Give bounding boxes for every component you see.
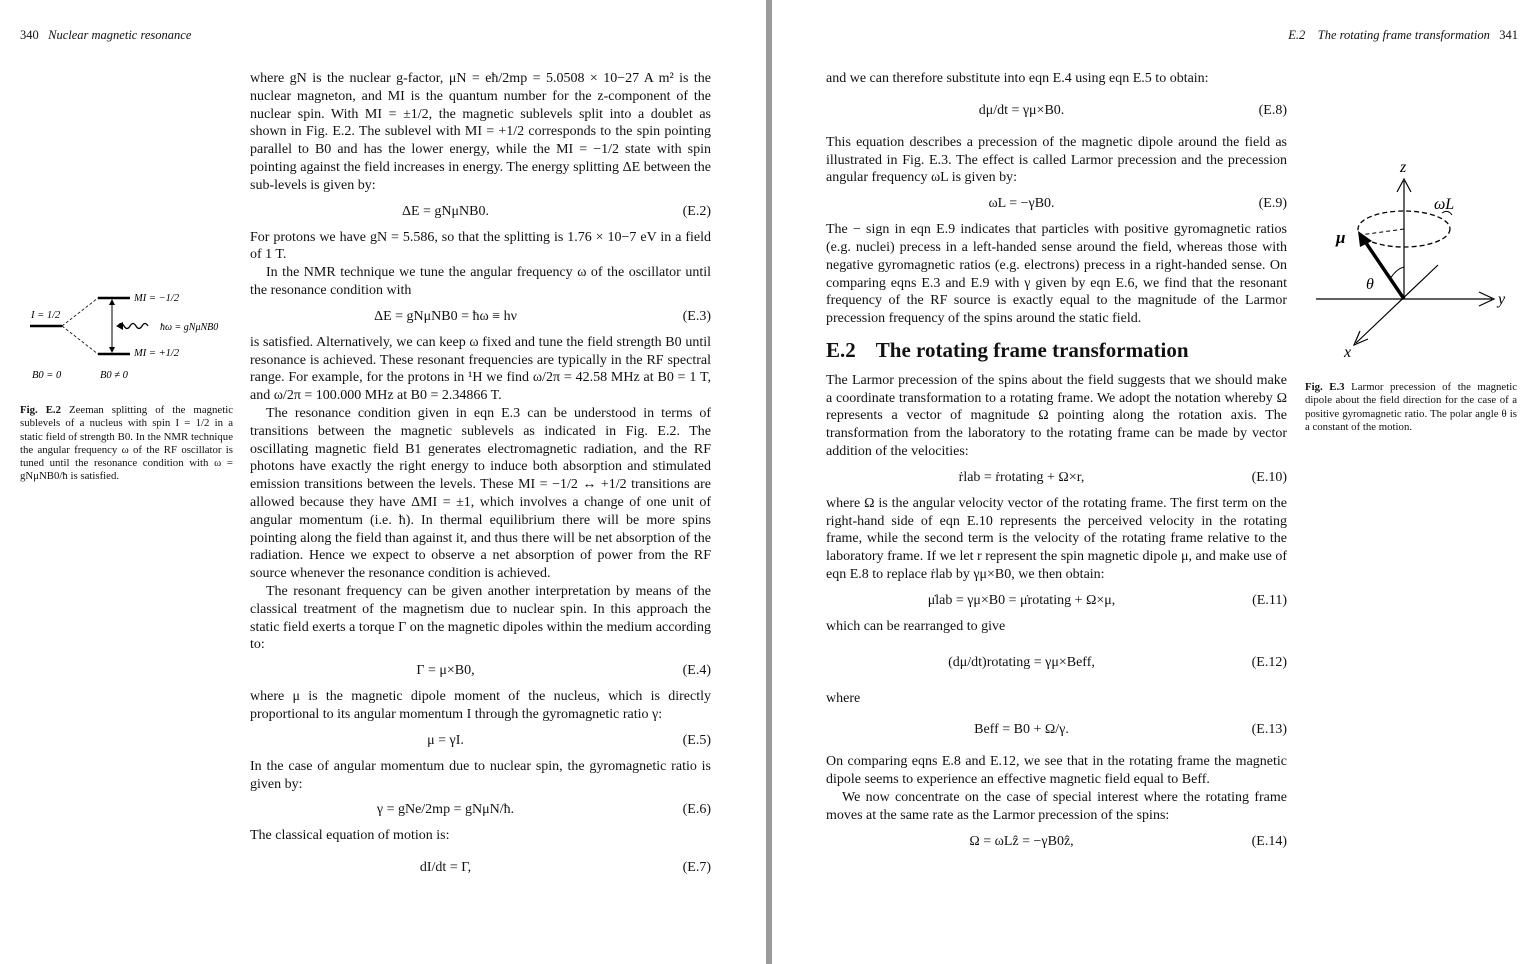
- equation-e7: dI/dt = Γ, (E.7): [419, 860, 711, 876]
- paragraph: The Larmor precession of the spins about the field suggests that we should make a coordinate transformation to a rotating frame. We adopt the notation whereby Ω represents a vector of magnitude Ω pointing along the rotation axis. The transformation from the laboratory to the rotating frame can be made by vector addition of the velocities:: [826, 372, 1287, 459]
- paragraph: and we can therefore substitute into eqn E.4 using eqn E.5 to obtain:: [826, 71, 1209, 86]
- equation-e12: (dμ/dt)rotating = γμ×Beff, (E.12): [948, 654, 1287, 670]
- paragraph: The resonance condition given in eqn E.3 can be understood in terms of transitions between the magnetic sublevels as indicated in Fig. E.2. The oscillating magnetic field B1 generates electromagnetic radiation, and the RF photons have exactly the right energy to induce both absorption and stimulated emission transitions between the levels. These MI = −1/2 ↔ +1/2 transitions are allowed because they have ΔMI = ±1, which involves a change of one unit of angular momentum (i.e. ħ). In thermal equilibrium there will be more spins pointing along the field than against it, and thus there will be net absorption of the radiation. Hence we expect to observe a net absorption of power from the RF source whenever the resonance condition is achieved.: [250, 405, 711, 582]
- zero-field-label: B0 = 0: [32, 370, 62, 381]
- equation-e9: ωL = −γB0. (E.9): [988, 196, 1287, 212]
- paragraph: where gN is the nuclear g-factor, μN = eħ/2mp = 5.0508 × 10−27 A m² is the nuclear magneton, and MI is the quantum number for the z-component of the nuclear spin. With MI = ±1/2, the magnetic sublevels split into a doublet as shown in Fig. E.2. The sublevel with MI = +1/2 corresponds to the spin pointing parallel to B0 and has the lower energy, while the MI = −1/2 state with spin pointing against the field increases in energy. The energy splitting ΔE between the sub-levels is given by:: [250, 71, 711, 193]
- equation-e4: Γ = μ×B0, (E.4): [416, 663, 711, 679]
- equation-e10: ṙlab = ṙrotating + Ω×r, (E.10): [958, 469, 1287, 485]
- figure-e3-caption-text: Larmor precession of the magnetic dipole about the field direction for the case of a positive gyromagnetic ratio. The polar angle θ is a constant of the motion.: [1305, 381, 1518, 433]
- zeeman-splitting-figure: [26, 286, 236, 386]
- equation-e5: μ = γI. (E.5): [427, 732, 711, 748]
- equation-e14: Ω = ωLẑ = −γB0ẑ, (E.14): [969, 833, 1287, 849]
- paragraph: where: [826, 690, 861, 706]
- omega-label: ωL: [1434, 196, 1455, 213]
- nonzero-field-label: B0 ≠ 0: [100, 370, 128, 381]
- paragraph: where Ω is the angular velocity vector of the rotating frame. The first term on the right-hand side of eqn E.10 represents the perceived velocity in the rotating frame, while the second term is the velocity of the rotating frame relative to the laboratory frame. If we let r represent the spin magnetic dipole μ, and make use of eqn E.8 to replace ṙlab by γμ×B0, we then obtain:: [826, 495, 1287, 582]
- photon-label: ħω = gNμNB0: [160, 322, 219, 333]
- section-heading: [826, 337, 1287, 362]
- paragraph: where μ is the magnetic dipole moment of the nucleus, which is directly proportional to its angular momentum I through the gyromagnetic ratio γ:: [250, 689, 711, 722]
- left-text-column: [250, 70, 711, 891]
- equation-e8: dμ/dt = γμ×B0. (E.8): [978, 102, 1287, 118]
- paragraph: In the NMR technique we tune the angular frequency ω of the oscillator until the resonance condition with: [250, 265, 711, 298]
- y-axis-label: y: [1498, 291, 1506, 308]
- right-page: [772, 0, 1540, 964]
- left-header-title: Nuclear magnetic resonance: [48, 28, 192, 42]
- right-text-column: [826, 70, 1287, 859]
- equation-e11: μ̇lab = γμ×B0 = μ̇rotating + Ω×μ, (E.11): [927, 592, 1287, 608]
- paragraph: This equation describes a precession of the magnetic dipole around the field as illustrated in Fig. E.3. The effect is called Larmor precession and the precession angular frequency ωL is given by:: [826, 134, 1287, 186]
- paragraph: We now concentrate on the case of special interest where the rotating frame moves at the same rate as the Larmor precession of the spins:: [826, 789, 1287, 823]
- figure-e2-caption-text: Zeeman splitting of the magnetic sublevels of a nucleus with spin I = 1/2 in a static field of strength B0. In the NMR technique the angular frequency ω of the RF oscillator is tuned until the resonance condition with ω = gNμNB0/ħ is satisfied.: [20, 404, 233, 483]
- right-page-number: 341: [1499, 28, 1518, 42]
- equation-e3: ΔE = gNμNB0 = ħω ≡ hν (E.3): [374, 308, 711, 324]
- upper-level-label: MI = −1/2: [134, 293, 180, 304]
- spin-label: I = 1/2: [31, 310, 61, 321]
- equation-e6: γ = gNe/2mp = gNμN/ħ. (E.6): [376, 802, 711, 818]
- z-axis-label: z: [1400, 159, 1407, 176]
- lower-level-label: MI = +1/2: [134, 348, 180, 359]
- paragraph: For protons we have gN = 5.586, so that the splitting is 1.76 × 10−7 eV in a field of 1 T.: [250, 229, 711, 263]
- right-header-section: E.2: [1288, 28, 1306, 42]
- figure-e3-caption-label: Fig. E.3: [1305, 381, 1345, 393]
- paragraph: is satisfied. Alternatively, we can keep ω fixed and tune the field strength B0 until resonance is achieved. These resonant frequencies are typically in the RF spectral range. For example, for the protons in ¹H we find ω/2π = 42.58 MHz at B0 = 1 T, and ω/2π = 100.000 MHz at B0 = 2.34866 T.: [250, 334, 711, 404]
- right-running-header: [1288, 28, 1518, 43]
- larmor-precession-figure: [1304, 155, 1524, 365]
- equation-e2: ΔE = gNμNB0. (E.2): [401, 203, 711, 219]
- paragraph: The resonant frequency can be given another interpretation by means of the classical treatment of the magnetism due to nuclear spin. In this approach the static field exerts a torque Γ on the magnetic dipoles within the medium according to:: [250, 583, 712, 653]
- paragraph: In the case of angular momentum due to nuclear spin, the gyromagnetic ratio is given by:: [250, 758, 711, 792]
- figure-e3-caption: [1305, 381, 1517, 434]
- section-number: E.2: [826, 337, 856, 362]
- theta-label: θ: [1366, 276, 1374, 293]
- equation-e13: Beff = B0 + Ω/γ. (E.13): [974, 722, 1287, 738]
- figure-e2-caption: [20, 404, 233, 484]
- left-page-number: 340: [20, 28, 39, 42]
- left-page: [0, 0, 766, 964]
- figure-e2-caption-label: Fig. E.2: [20, 404, 62, 416]
- mu-label: μ: [1336, 228, 1346, 247]
- paragraph: On comparing eqns E.8 and E.12, we see that in the rotating frame the magnetic dipole seems to experience an effective magnetic field equal to Beff.: [826, 754, 1287, 788]
- paragraph: The − sign in eqn E.9 indicates that particles with positive gyromagnetic ratios (e.g. nuclei) precess in a left-handed sense around the field, whereas those with negative gyromagnetic ratios (e.g. electrons) precess in a right-handed sense. On comparing eqns E.3 and E.9 with γ given by eqn E.6, we find that the resonant frequency of the RF source is exactly equal to the magnitude of the Larmor precession frequency of the spins around the static field.: [826, 222, 1287, 327]
- right-header-title: The rotating frame transformation: [1317, 28, 1490, 42]
- left-running-header: [20, 28, 191, 43]
- x-axis-label: x: [1344, 344, 1352, 361]
- paragraph: The classical equation of motion is:: [250, 828, 450, 844]
- paragraph: which can be rearranged to give: [826, 618, 1006, 634]
- section-title: The rotating frame transformation: [875, 337, 1189, 362]
